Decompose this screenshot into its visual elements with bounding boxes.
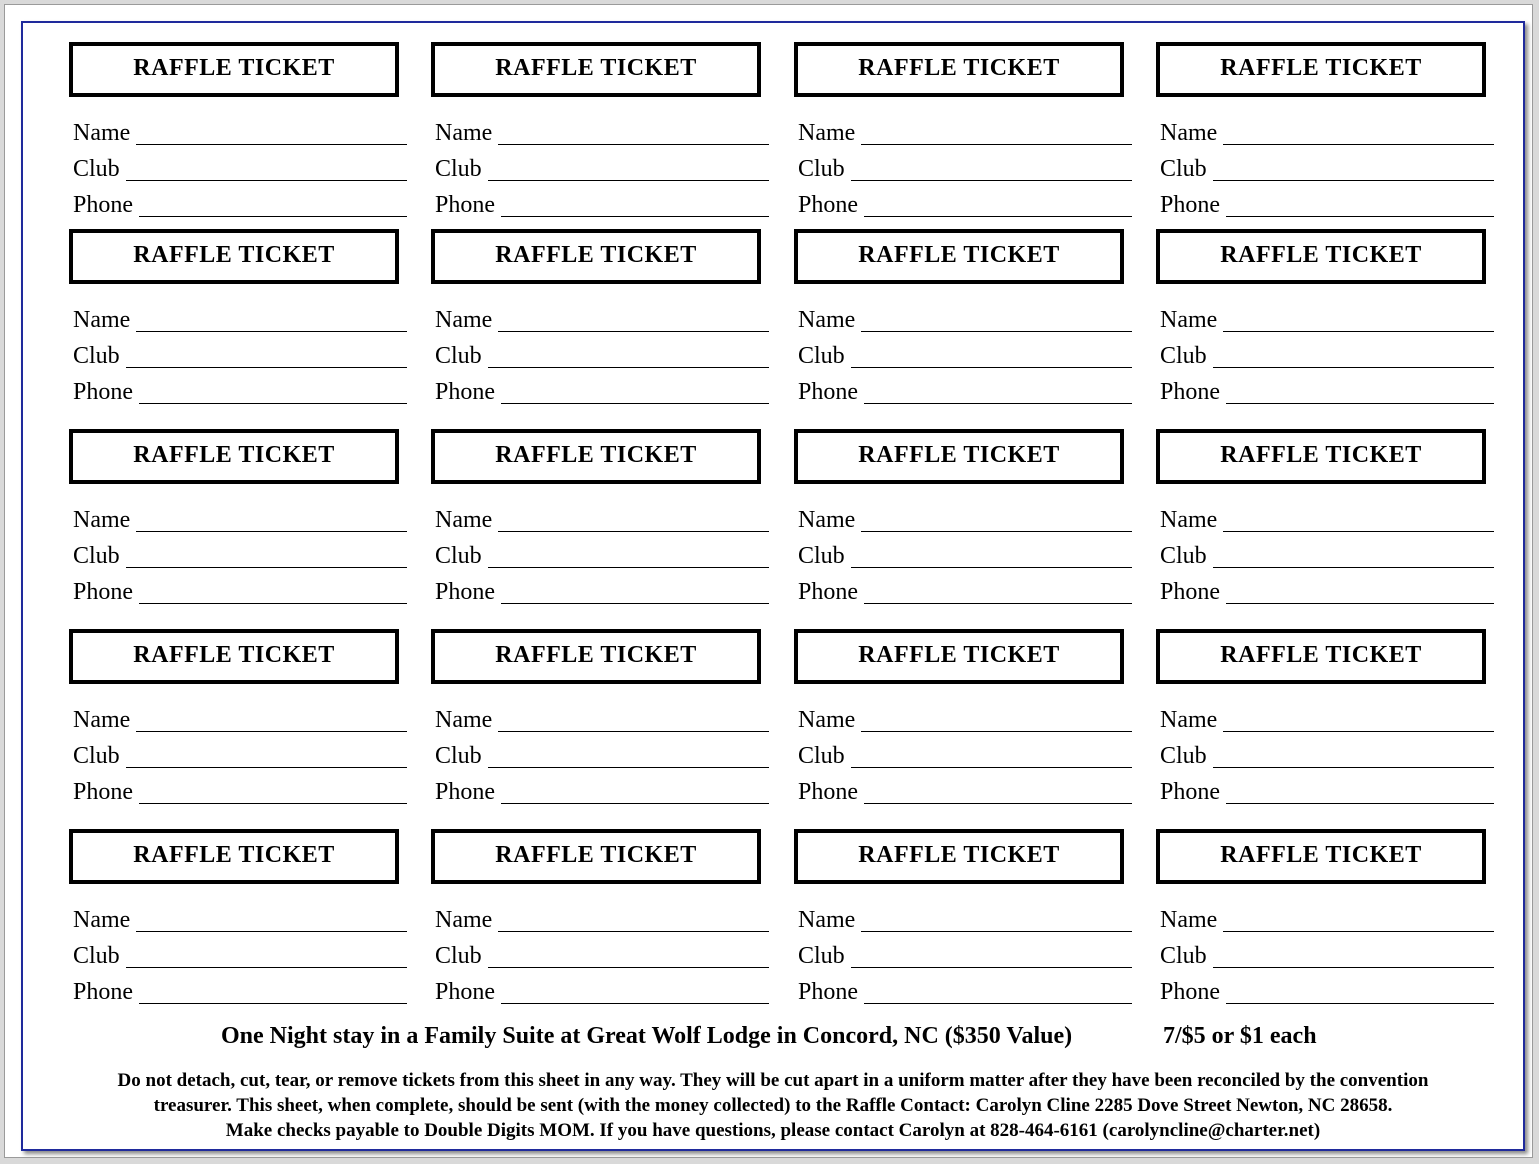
name-label: Name xyxy=(73,120,131,146)
phone-input-line[interactable] xyxy=(501,196,769,217)
club-label: Club xyxy=(73,743,120,769)
club-input-line[interactable] xyxy=(851,160,1132,181)
raffle-ticket xyxy=(431,429,771,609)
phone-label: Phone xyxy=(1160,579,1220,605)
raffle-ticket xyxy=(431,829,771,1009)
name-label: Name xyxy=(798,907,856,933)
name-field[interactable] xyxy=(1160,704,1494,732)
phone-field[interactable] xyxy=(435,376,769,404)
name-label: Name xyxy=(73,907,131,933)
club-input-line[interactable] xyxy=(851,347,1132,368)
name-label: Name xyxy=(73,307,131,333)
phone-input-line[interactable] xyxy=(1226,383,1494,404)
name-field[interactable] xyxy=(73,504,407,532)
name-field[interactable] xyxy=(1160,304,1494,332)
name-field[interactable] xyxy=(798,704,1132,732)
phone-field[interactable] xyxy=(1160,376,1494,404)
club-field[interactable] xyxy=(798,940,1132,968)
phone-label: Phone xyxy=(1160,192,1220,218)
club-field[interactable] xyxy=(435,540,769,568)
name-field[interactable] xyxy=(798,504,1132,532)
prize-description: One Night stay in a Family Suite at Great Wolf Lodge in Concord, NC ($350 Value) xyxy=(221,1023,1073,1049)
phone-label: Phone xyxy=(73,979,133,1005)
phone-input-line[interactable] xyxy=(1226,783,1494,804)
phone-label: Phone xyxy=(798,779,858,805)
club-label: Club xyxy=(435,343,482,369)
club-field[interactable] xyxy=(73,940,407,968)
raffle-ticket xyxy=(431,629,771,809)
name-field[interactable] xyxy=(435,304,769,332)
club-label: Club xyxy=(73,343,120,369)
raffle-ticket xyxy=(794,629,1134,809)
raffle-ticket xyxy=(431,229,771,409)
phone-label: Phone xyxy=(798,192,858,218)
ticket-title: RAFFLE TICKET xyxy=(794,229,1124,284)
phone-field[interactable] xyxy=(798,576,1132,604)
club-input-line[interactable] xyxy=(488,547,769,568)
ticket-title: RAFFLE TICKET xyxy=(69,42,399,97)
name-label: Name xyxy=(435,120,493,146)
name-input-line[interactable] xyxy=(136,711,407,732)
ticket-title: RAFFLE TICKET xyxy=(431,42,761,97)
raffle-ticket xyxy=(794,829,1134,1009)
club-input-line[interactable] xyxy=(851,947,1132,968)
club-label: Club xyxy=(1160,343,1207,369)
club-label: Club xyxy=(798,743,845,769)
name-field[interactable] xyxy=(73,904,407,932)
ticket-price: 7/$5 or $1 each xyxy=(1163,1023,1317,1049)
name-field[interactable] xyxy=(798,117,1132,145)
name-input-line[interactable] xyxy=(498,711,769,732)
name-field[interactable] xyxy=(798,904,1132,932)
name-input-line[interactable] xyxy=(498,124,769,145)
name-input-line[interactable] xyxy=(1223,711,1494,732)
phone-label: Phone xyxy=(435,379,495,405)
phone-field[interactable] xyxy=(435,189,769,217)
club-field[interactable] xyxy=(798,740,1132,768)
phone-label: Phone xyxy=(1160,379,1220,405)
phone-label: Phone xyxy=(73,379,133,405)
club-input-line[interactable] xyxy=(1213,747,1494,768)
club-label: Club xyxy=(798,543,845,569)
phone-input-line[interactable] xyxy=(139,196,407,217)
club-label: Club xyxy=(435,156,482,182)
raffle-ticket xyxy=(69,629,409,809)
club-field[interactable] xyxy=(1160,340,1494,368)
name-input-line[interactable] xyxy=(136,124,407,145)
name-input-line[interactable] xyxy=(1223,311,1494,332)
raffle-ticket xyxy=(431,42,771,222)
club-field[interactable] xyxy=(798,540,1132,568)
raffle-ticket xyxy=(1156,429,1496,609)
club-field[interactable] xyxy=(435,340,769,368)
club-field[interactable] xyxy=(1160,740,1494,768)
name-label: Name xyxy=(1160,120,1218,146)
name-field[interactable] xyxy=(1160,504,1494,532)
name-label: Name xyxy=(798,507,856,533)
ticket-title: RAFFLE TICKET xyxy=(1156,429,1486,484)
ticket-title: RAFFLE TICKET xyxy=(431,429,761,484)
name-input-line[interactable] xyxy=(861,511,1132,532)
phone-label: Phone xyxy=(435,779,495,805)
phone-input-line[interactable] xyxy=(864,383,1132,404)
ticket-title: RAFFLE TICKET xyxy=(69,229,399,284)
ticket-title: RAFFLE TICKET xyxy=(69,829,399,884)
club-field[interactable] xyxy=(1160,153,1494,181)
club-label: Club xyxy=(1160,743,1207,769)
instructions-line: treasurer. This sheet, when complete, should be sent (with the money collected) to the Raffle Contact: Carolyn Cline 2285 Dove Street Newton, NC 28658. xyxy=(153,1095,1393,1116)
name-input-line[interactable] xyxy=(136,511,407,532)
club-field[interactable] xyxy=(435,153,769,181)
name-label: Name xyxy=(435,307,493,333)
phone-field[interactable] xyxy=(435,576,769,604)
phone-label: Phone xyxy=(798,579,858,605)
ticket-title: RAFFLE TICKET xyxy=(431,229,761,284)
phone-label: Phone xyxy=(435,579,495,605)
phone-field[interactable] xyxy=(73,376,407,404)
phone-input-line[interactable] xyxy=(501,583,769,604)
club-label: Club xyxy=(798,156,845,182)
phone-field[interactable] xyxy=(1160,776,1494,804)
club-field[interactable] xyxy=(1160,940,1494,968)
ticket-title: RAFFLE TICKET xyxy=(794,429,1124,484)
name-label: Name xyxy=(1160,907,1218,933)
club-input-line[interactable] xyxy=(488,160,769,181)
phone-label: Phone xyxy=(1160,779,1220,805)
name-label: Name xyxy=(798,307,856,333)
club-label: Club xyxy=(798,343,845,369)
raffle-ticket xyxy=(1156,629,1496,809)
club-input-line[interactable] xyxy=(488,947,769,968)
phone-input-line[interactable] xyxy=(864,983,1132,1004)
club-input-line[interactable] xyxy=(1213,160,1494,181)
name-field[interactable] xyxy=(798,304,1132,332)
document-page xyxy=(4,4,1533,1158)
name-input-line[interactable] xyxy=(136,311,407,332)
club-label: Club xyxy=(1160,943,1207,969)
phone-field[interactable] xyxy=(798,189,1132,217)
phone-input-line[interactable] xyxy=(1226,583,1494,604)
instructions-line: Do not detach, cut, tear, or remove tickets from this sheet in any way. They will be cut apart in a uniform matter after they have been reconciled by the convention xyxy=(117,1070,1429,1091)
club-input-line[interactable] xyxy=(126,547,407,568)
club-input-line[interactable] xyxy=(851,747,1132,768)
name-input-line[interactable] xyxy=(498,911,769,932)
phone-field[interactable] xyxy=(435,776,769,804)
name-label: Name xyxy=(435,707,493,733)
phone-field[interactable] xyxy=(798,976,1132,1004)
club-field[interactable] xyxy=(73,340,407,368)
name-input-line[interactable] xyxy=(1223,511,1494,532)
instructions xyxy=(35,1068,1511,1143)
raffle-ticket xyxy=(794,429,1134,609)
raffle-ticket xyxy=(1156,42,1496,222)
ticket-title: RAFFLE TICKET xyxy=(431,829,761,884)
name-input-line[interactable] xyxy=(1223,911,1494,932)
club-label: Club xyxy=(73,156,120,182)
name-field[interactable] xyxy=(73,117,407,145)
phone-label: Phone xyxy=(798,379,858,405)
name-label: Name xyxy=(435,907,493,933)
phone-label: Phone xyxy=(1160,979,1220,1005)
ticket-title: RAFFLE TICKET xyxy=(431,629,761,684)
raffle-ticket xyxy=(794,229,1134,409)
name-input-line[interactable] xyxy=(136,911,407,932)
club-input-line[interactable] xyxy=(851,547,1132,568)
raffle-ticket xyxy=(794,42,1134,222)
phone-input-line[interactable] xyxy=(864,196,1132,217)
phone-label: Phone xyxy=(798,979,858,1005)
phone-input-line[interactable] xyxy=(139,583,407,604)
club-field[interactable] xyxy=(1160,540,1494,568)
phone-label: Phone xyxy=(73,779,133,805)
name-field[interactable] xyxy=(73,304,407,332)
club-field[interactable] xyxy=(798,153,1132,181)
club-label: Club xyxy=(73,543,120,569)
phone-field[interactable] xyxy=(1160,576,1494,604)
raffle-ticket xyxy=(69,42,409,222)
club-field[interactable] xyxy=(73,153,407,181)
phone-input-line[interactable] xyxy=(864,783,1132,804)
name-field[interactable] xyxy=(1160,904,1494,932)
ticket-title: RAFFLE TICKET xyxy=(1156,629,1486,684)
name-label: Name xyxy=(1160,507,1218,533)
club-input-line[interactable] xyxy=(126,160,407,181)
ticket-title: RAFFLE TICKET xyxy=(1156,42,1486,97)
raffle-ticket xyxy=(69,229,409,409)
name-input-line[interactable] xyxy=(1223,124,1494,145)
name-label: Name xyxy=(73,707,131,733)
raffle-ticket xyxy=(69,429,409,609)
name-input-line[interactable] xyxy=(498,511,769,532)
phone-label: Phone xyxy=(435,979,495,1005)
name-field[interactable] xyxy=(435,904,769,932)
club-input-line[interactable] xyxy=(1213,947,1494,968)
ticket-title: RAFFLE TICKET xyxy=(1156,829,1486,884)
ticket-title: RAFFLE TICKET xyxy=(794,829,1124,884)
club-field[interactable] xyxy=(73,740,407,768)
name-field[interactable] xyxy=(435,117,769,145)
club-input-line[interactable] xyxy=(1213,347,1494,368)
ticket-title: RAFFLE TICKET xyxy=(1156,229,1486,284)
name-input-line[interactable] xyxy=(861,124,1132,145)
phone-input-line[interactable] xyxy=(1226,983,1494,1004)
name-field[interactable] xyxy=(435,704,769,732)
club-input-line[interactable] xyxy=(488,347,769,368)
phone-field[interactable] xyxy=(73,976,407,1004)
name-input-line[interactable] xyxy=(861,311,1132,332)
ticket-title: RAFFLE TICKET xyxy=(794,629,1124,684)
raffle-ticket xyxy=(1156,829,1496,1009)
phone-input-line[interactable] xyxy=(501,783,769,804)
club-label: Club xyxy=(435,543,482,569)
club-field[interactable] xyxy=(435,740,769,768)
name-label: Name xyxy=(798,707,856,733)
prize-line xyxy=(5,1023,1532,1057)
club-label: Club xyxy=(798,943,845,969)
phone-field[interactable] xyxy=(798,376,1132,404)
phone-field[interactable] xyxy=(798,776,1132,804)
club-label: Club xyxy=(1160,156,1207,182)
name-label: Name xyxy=(1160,707,1218,733)
club-input-line[interactable] xyxy=(1213,547,1494,568)
name-field[interactable] xyxy=(73,704,407,732)
club-input-line[interactable] xyxy=(126,947,407,968)
phone-field[interactable] xyxy=(73,776,407,804)
ticket-title: RAFFLE TICKET xyxy=(69,429,399,484)
club-label: Club xyxy=(73,943,120,969)
phone-field[interactable] xyxy=(435,976,769,1004)
club-label: Club xyxy=(435,743,482,769)
phone-input-line[interactable] xyxy=(1226,196,1494,217)
club-input-line[interactable] xyxy=(126,347,407,368)
name-label: Name xyxy=(435,507,493,533)
name-field[interactable] xyxy=(435,504,769,532)
phone-field[interactable] xyxy=(73,189,407,217)
club-field[interactable] xyxy=(73,540,407,568)
phone-input-line[interactable] xyxy=(501,383,769,404)
phone-input-line[interactable] xyxy=(139,983,407,1004)
phone-field[interactable] xyxy=(73,576,407,604)
phone-input-line[interactable] xyxy=(139,783,407,804)
phone-field[interactable] xyxy=(1160,189,1494,217)
phone-input-line[interactable] xyxy=(501,983,769,1004)
instructions-line: Make checks payable to Double Digits MOM. If you have questions, please contact Carolyn at 828-464-6161 (carolyncline@charter.net) xyxy=(225,1120,1321,1141)
club-input-line[interactable] xyxy=(126,747,407,768)
club-input-line[interactable] xyxy=(488,747,769,768)
raffle-ticket xyxy=(1156,229,1496,409)
phone-input-line[interactable] xyxy=(139,383,407,404)
club-label: Club xyxy=(1160,543,1207,569)
name-input-line[interactable] xyxy=(861,911,1132,932)
club-field[interactable] xyxy=(435,940,769,968)
name-label: Name xyxy=(798,120,856,146)
club-field[interactable] xyxy=(798,340,1132,368)
phone-label: Phone xyxy=(73,192,133,218)
name-label: Name xyxy=(1160,307,1218,333)
name-field[interactable] xyxy=(1160,117,1494,145)
ticket-title: RAFFLE TICKET xyxy=(69,629,399,684)
name-label: Name xyxy=(73,507,131,533)
raffle-ticket xyxy=(69,829,409,1009)
phone-label: Phone xyxy=(435,192,495,218)
club-label: Club xyxy=(435,943,482,969)
ticket-title: RAFFLE TICKET xyxy=(794,42,1124,97)
phone-field[interactable] xyxy=(1160,976,1494,1004)
name-input-line[interactable] xyxy=(861,711,1132,732)
phone-label: Phone xyxy=(73,579,133,605)
phone-input-line[interactable] xyxy=(864,583,1132,604)
name-input-line[interactable] xyxy=(498,311,769,332)
